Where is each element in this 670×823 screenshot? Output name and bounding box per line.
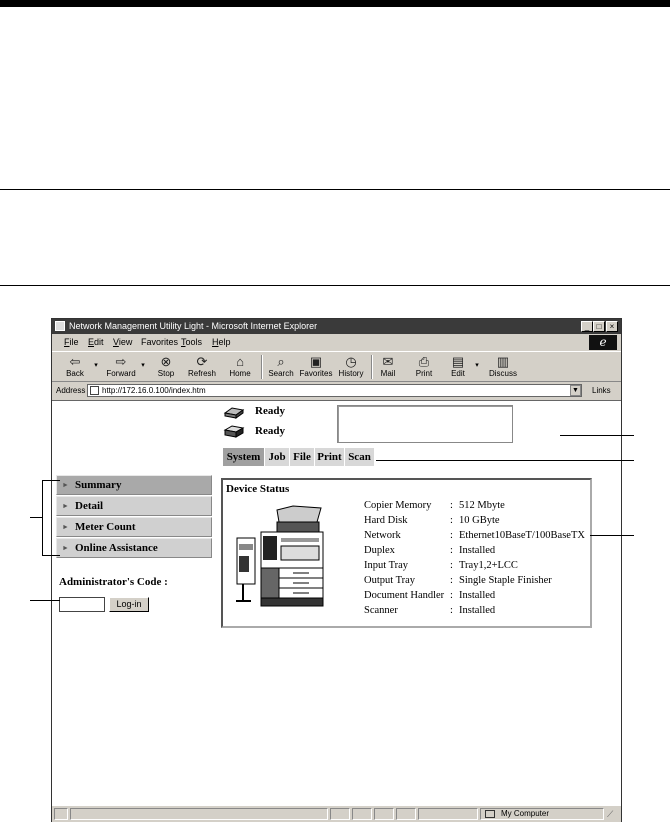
spec-value: Installed [459,590,496,601]
print-icon: ⎙ [418,354,430,369]
spec-key: Duplex [364,545,395,556]
status-cell [418,808,478,820]
mail-button[interactable]: ✉ Mail [376,354,400,378]
zone-label: My Computer [501,809,550,818]
back-button[interactable]: ⇦ Back [60,354,90,378]
ie-page-icon [55,321,65,331]
browser-window [51,318,622,822]
menu-bar [52,334,621,351]
menu-favorites[interactable]: Favorites [141,337,179,347]
links-button[interactable]: Links [592,386,611,395]
spec-value: 10 GByte [459,515,500,526]
nav-online-assistance[interactable]: ► Online Assistance [56,538,212,558]
spec-key: Network [364,530,401,541]
spec-separator: : [450,515,453,526]
spec-key: Document Handler [364,590,445,601]
divider-rule [0,285,670,286]
title-bar [52,319,621,334]
nav-detail[interactable]: ► Detail [56,496,212,516]
nav-summary[interactable]: ► Summary [56,475,212,495]
nav-meter-count[interactable]: ► Meter Count [56,517,212,537]
scanner-icon [223,424,245,439]
page-status-icon [54,808,68,820]
edit-dropdown-icon[interactable]: ▾ [475,362,479,369]
edit-icon: ▤ [451,354,465,369]
status-cell [352,808,372,820]
bracket-line [42,480,43,556]
triangle-right-icon: ► [62,544,69,552]
address-label: Address [56,386,86,395]
bracket-line [42,555,60,556]
triangle-right-icon: ► [62,481,69,489]
spec-value: 512 Mbyte [459,500,505,511]
address-dropdown-icon[interactable]: ▼ [570,385,581,396]
maximize-button[interactable]: □ [593,321,605,332]
divider-rule [0,189,670,190]
device-status-title: Device Status [226,483,290,495]
address-url: http://172.16.0.100/index.htm [102,386,206,395]
bracket-line [42,480,60,481]
callout-line [30,600,60,601]
spec-separator: : [450,575,453,586]
search-icon: ⌕ [277,354,285,369]
window-title: Network Management Utility Light - Microsoft Internet Explorer [69,321,318,331]
history-button[interactable]: ◷ History [336,354,366,378]
favorites-button[interactable]: ▣ Favorites [299,354,333,378]
forward-dropdown-icon[interactable]: ▾ [141,362,145,369]
toolbar-separator [371,355,373,379]
back-arrow-icon: ⇦ [69,354,81,369]
spec-value: Installed [459,605,496,616]
spec-value: Installed [459,545,496,556]
spec-key: Output Tray [364,575,416,586]
resize-grip-icon[interactable]: ⟋ [607,809,614,819]
triangle-right-icon: ► [62,502,69,510]
close-button[interactable]: × [606,321,618,332]
menu-help[interactable]: Help [212,337,231,347]
spec-value: Tray1,2+LCC [459,560,518,571]
menu-file[interactable]: File [64,337,79,347]
search-button[interactable]: ⌕ Search [266,354,296,378]
toolbar [52,351,621,382]
status-cell [396,808,416,820]
spec-separator: : [450,560,453,571]
status-cell [374,808,394,820]
computer-icon [485,810,495,818]
login-button[interactable]: Log-in [109,597,149,612]
printer-icon [223,405,245,420]
copier-illustration [233,500,328,612]
favorites-icon: ▣ [309,354,323,369]
status-cell [330,808,350,820]
spec-separator: : [450,530,453,541]
tab-scan[interactable]: Scan [345,448,374,466]
address-input[interactable] [87,384,582,397]
home-icon: ⌂ [236,354,244,369]
discuss-button[interactable]: ▥ Discuss [485,354,521,378]
forward-arrow-icon: ⇨ [115,354,127,369]
scanner-status: Ready [255,425,285,437]
discuss-icon: ▥ [496,354,510,369]
triangle-right-icon: ► [62,523,69,531]
tab-print[interactable]: Print [315,448,344,466]
message-box [337,405,513,443]
zone-cell [480,808,604,820]
menu-tools[interactable]: Tools [181,337,203,347]
spec-key: Hard Disk [364,515,408,526]
page-icon [90,386,99,395]
spec-key: Copier Memory [364,500,432,511]
forward-button[interactable]: ⇨ Forward [104,354,138,378]
callout-line [30,517,42,518]
refresh-button[interactable]: ⟳ Refresh [184,354,220,378]
admin-code-input[interactable] [59,597,105,612]
callout-line [590,535,634,536]
spec-value: Ethernet10BaseT/100BaseTX [459,530,585,541]
toolbar-separator [261,355,263,379]
status-bar [52,805,621,822]
admin-code-label: Administrator's Code : [59,576,168,588]
mail-icon: ✉ [382,354,394,369]
spec-separator: : [450,605,453,616]
home-button[interactable]: ⌂ Home [224,354,256,378]
minimize-button[interactable]: _ [581,321,593,332]
callout-line [376,460,634,461]
spec-value: Single Staple Finisher [459,575,552,586]
spec-separator: : [450,500,453,511]
stop-icon: ⊗ [160,354,172,369]
spec-key: Scanner [364,605,398,616]
spec-key: Input Tray [364,560,409,571]
print-button[interactable]: ⎙ Print [412,354,436,378]
back-dropdown-icon[interactable]: ▾ [94,362,98,369]
spec-separator: : [450,590,453,601]
spec-separator: : [450,545,453,556]
menu-view[interactable]: View [113,337,133,347]
stop-button[interactable]: ⊗ Stop [153,354,179,378]
refresh-icon: ⟳ [196,354,208,369]
status-text-cell [70,808,328,820]
callout-line [560,435,634,436]
tab-system[interactable]: System [223,448,264,466]
menu-edit[interactable]: Edit [88,337,104,347]
device-status-panel [221,478,592,628]
printer-status: Ready [255,405,285,417]
top-rule [0,0,670,7]
ie-logo-icon: e [589,335,617,350]
tab-file[interactable]: File [290,448,314,466]
address-bar [52,382,621,400]
edit-button[interactable]: ▤ Edit [446,354,470,378]
history-icon: ◷ [345,354,357,369]
tab-job[interactable]: Job [265,448,289,466]
